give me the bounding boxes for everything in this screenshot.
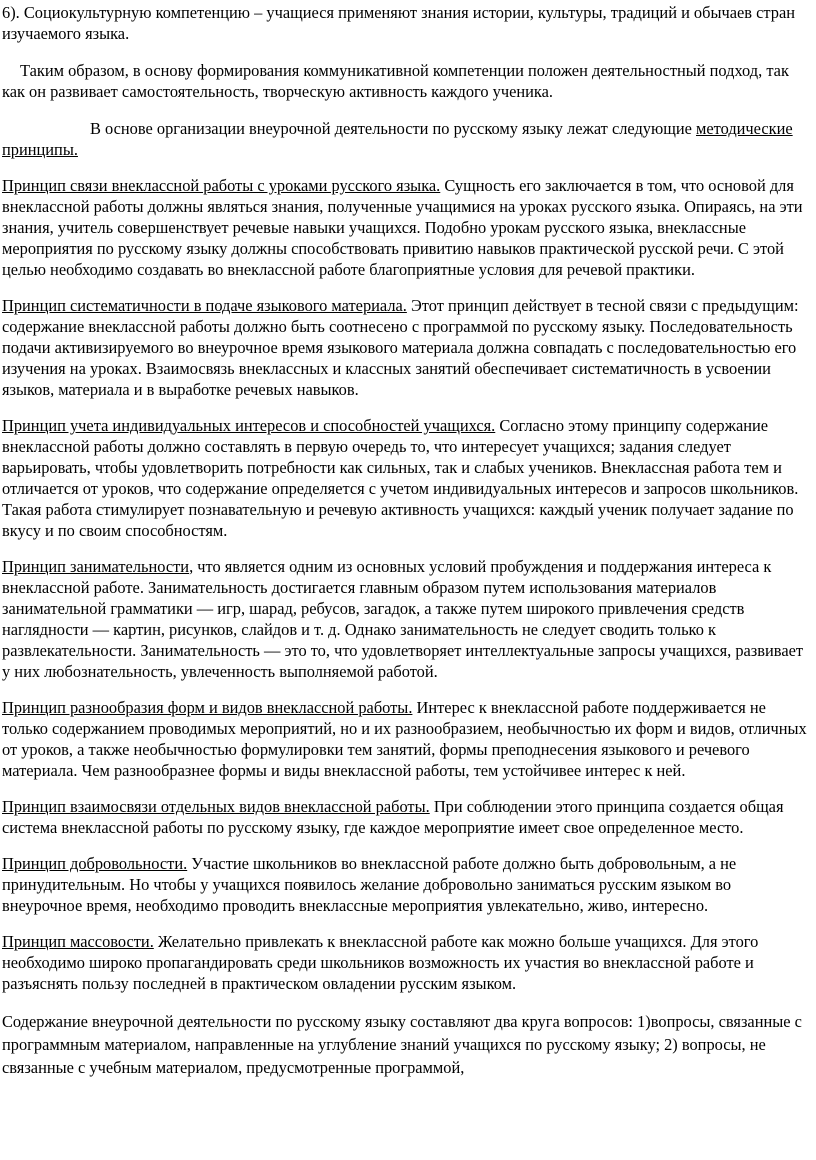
principle-title: Принцип массовости. [2, 932, 154, 951]
principle-paragraph-3 [2, 415, 814, 541]
item-6-paragraph: 6). Социокультурную компетенцию – учащиеся применяют знания истории, культуры, традиций и обычаев стран изучаемого языка. [2, 3, 795, 43]
principle-paragraph-6 [2, 796, 814, 838]
principles-lead-text: В основе организации внеурочной деятельности по русскому языку лежат следующие [90, 119, 696, 138]
principle-text: При соблюдении этого принципа создается общая система внеклассной работы по русскому языку, где каждое мероприятие имеет свое определенное место. [2, 797, 784, 837]
principle-text: Согласно этому принципу содержание внеклассной работы должно составлять в первую очередь то, что интересует учащихся; задания следует варьировать, чтобы удовлетворить потребности как сильных, так и слабых учеников. Внеклассная работа тем и отличается от уроков, что содержание определяется с учетом индивидуальных интересов и запросов школьников. Такая работа стимулирует познавательную и речевую активность учащихся: каждый ученик получает задание по вкусу и по своим способностям. [2, 416, 799, 540]
principle-title: Принцип занимательности [2, 557, 190, 576]
principle-title: Принцип взаимосвязи отдельных видов внеклассной работы. [2, 797, 430, 816]
principle-title: Принцип добровольности. [2, 854, 188, 873]
summary-paragraph: Таким образом, в основу формирования коммуникативной компетенции положен деятельностный подход, так как он развивает самостоятельность, творческую активность каждого ученика. [2, 61, 789, 101]
principle-title: Принцип учета индивидуальных интересов и способностей учащихся. [2, 416, 496, 435]
principle-text: Желательно привлекать к внеклассной работе как можно больше учащихся. Для этого необходимо широко пропагандировать среди школьников возможность их участия во внеклассной работе и разъяснять пользу последней в практическом овладении русским языком. [2, 932, 759, 993]
closing-paragraph: Содержание внеурочной деятельности по русскому языку составляют два круга вопросов: 1)вопросы, связанные с программным материалом, направленные на углубление знаний учащихся по русскому языку; 2) вопросы, не связанные с учебным материалом, предусмотренные программой, [2, 1012, 802, 1077]
principle-paragraph-5 [2, 697, 814, 781]
principle-text: Участие школьников во внеклассной работе должно быть добровольным, а не принудительным. Но чтобы у учащихся появилось желание добровольно заниматься русским языком во внеурочное время, необходимо проводить внеклассные мероприятия увлекательно, живо, интересно. [2, 854, 737, 915]
principle-paragraph-1 [2, 175, 814, 280]
principle-text: Этот принцип действует в тесной связи с предыдущим: содержание внеклассной работы должно быть соотнесено с программой по русскому языку. Последовательность подачи активизируемого во внеурочное время языкового материала должна совпадать с последовательностью его изучения на уроках. Взаимосвязь внеклассных и классных занятий обеспечивает систематичность в усвоении языков, материала и в выработке речевых навыков. [2, 296, 799, 399]
principle-paragraph-4 [2, 556, 814, 682]
principles-lead-paragraph [2, 118, 814, 160]
principles-lead-underlined: методические принципы. [2, 119, 793, 159]
principle-title: Принцип систематичности в подаче языкового материала. [2, 296, 407, 315]
principle-paragraph-7 [2, 853, 814, 916]
principle-text: Сущность его заключается в том, что основой для внеклассной работы должны являться знания, полученные учащимися на уроках русского языка. Опираясь, на эти знания, учитель совершенствует речевые навыки учащихся. Подобно урокам русского языка, внеклассные мероприятия по русскому языку должны способствовать привитию навыков практической русской речи. С этой целью необходимо создавать во внеклассной работе благоприятные условия для речевой практики. [2, 176, 803, 279]
principle-text: Интерес к внеклассной работе поддерживается не только содержанием проводимых мероприятий, но и их разнообразием, необычностью их форм и видов, отличных от уроков, а также необычностью формулировки тем занятий, формы преподнесения языкового и речевого материала. Чем разнообразнее формы и виды внеклассной работы, тем устойчивее интерес к ней. [2, 698, 807, 780]
principle-paragraph-8 [2, 931, 814, 994]
principle-paragraph-2 [2, 295, 814, 400]
principle-text: , что является одним из основных условий пробуждения и поддержания интереса к внеклассной работе. Занимательность достигается главным образом путем использования материалов занимательной грамматики — игр, шарад, ребусов, загадок, а также путем широкого привлечения средств наглядности — картин, рисунков, слайдов и т. д. Однако занимательность не следует сводить только к развлекательности. Занимательность — это то, что удовлетворяет интеллектуальные запросы учащихся, развивает у них любознательность, увлеченность выполняемой работой. [2, 557, 804, 681]
principle-title: Принцип разнообразия форм и видов внеклассной работы. [2, 698, 413, 717]
principle-title: Принцип связи внеклассной работы с уроками русского языка. [2, 176, 441, 195]
